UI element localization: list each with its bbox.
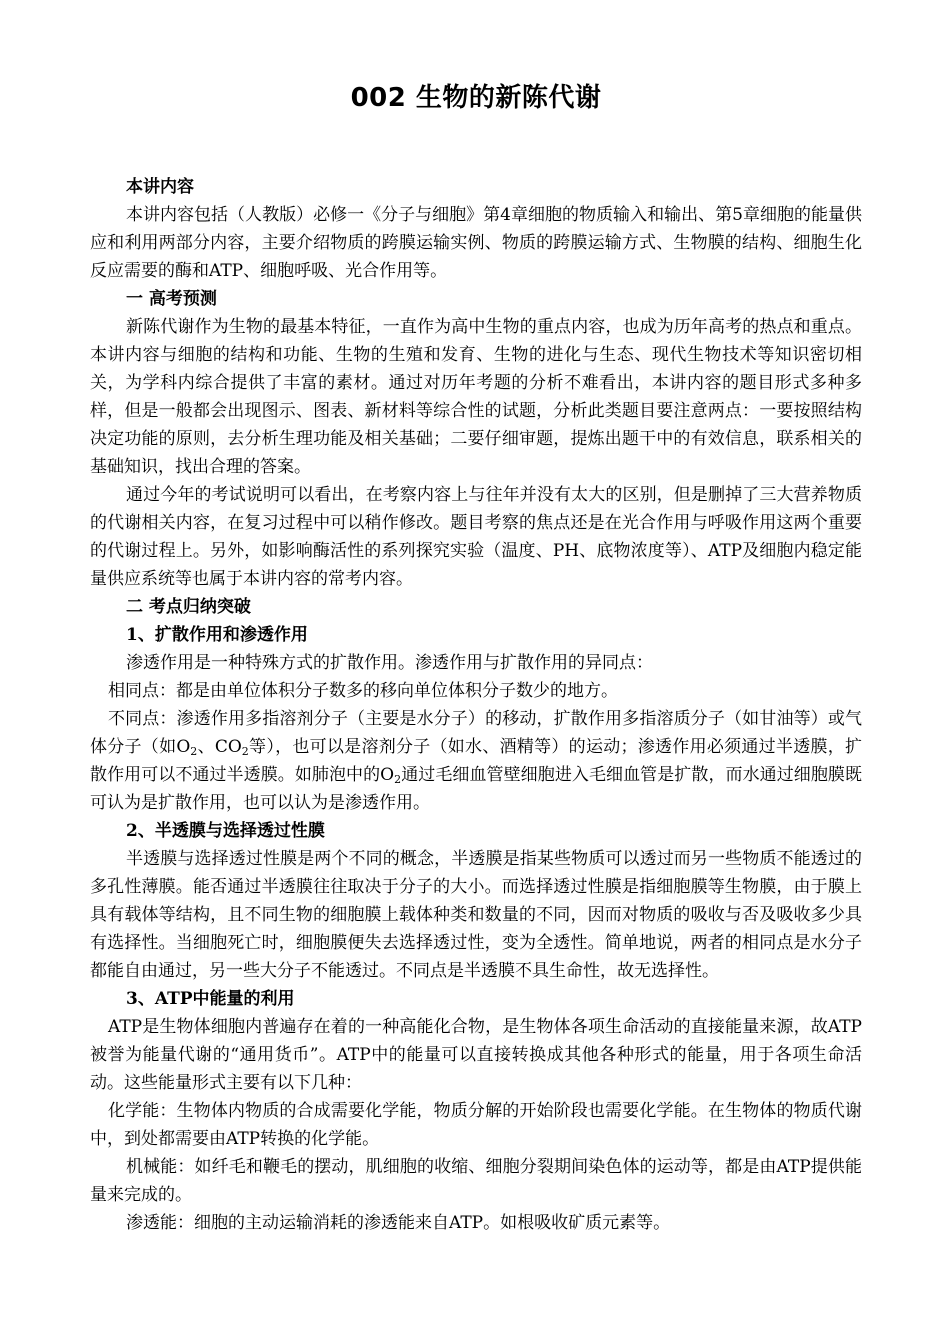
- item1-paragraph-1: 渗透作用是一种特殊方式的扩散作用。渗透作用与扩散作用的异同点：: [126, 653, 653, 673]
- item1-paragraph-3-part-a: 不同点：渗透作用多指溶剂分子（主要是水分子）的移动，扩散作用多指溶质分子（如甘油等）或气体分子（如O: [90, 709, 862, 757]
- intro-heading: 本讲内容: [126, 177, 194, 197]
- item3-paragraph-1: ATP是生物体细胞内普遍存在着的一种高能化合物，是生物体各项生命活动的直接能量来源，故ATP被誉为能量代谢的“通用货币”。ATP中的能量可以直接转换成其他各种形式的能量，用于各项生命活动。这些能量形式主要有以下几种：: [90, 1017, 862, 1093]
- document-page: [90, 78, 862, 1237]
- subscript-2: 2: [394, 773, 402, 786]
- item3-heading: 3、ATP中能量的利用: [126, 989, 295, 1009]
- section1-paragraph-1: 新陈代谢作为生物的最基本特征，一直作为高中生物的重点内容，也成为历年高考的热点和重点。本讲内容与细胞的结构和功能、生物的生殖和发育、生物的进化与生态、现代生物技术等知识密切相关，为学科内综合提供了丰富的素材。通过对历年考题的分析不难看出，本讲内容的题目形式多种多样，但是一般都会出现图示、图表、新材料等综合性的试题，分析此类题目要注意两点：一要按照结构决定功能的原则，去分析生理功能及相关基础；二要仔细审题，提炼出题干中的有效信息，联系相关的基础知识，找出合理的答案。: [90, 317, 862, 477]
- item1-paragraph-3-part-b: 、CO: [197, 737, 242, 757]
- intro-paragraph: 本讲内容包括（人教版）必修一《分子与细胞》第4章细胞的物质输入和输出、第5章细胞的能量供应和利用两部分内容，主要介绍物质的跨膜运输实例、物质的跨膜运输方式、生物膜的结构、细胞生化反应需要的酶和ATP、细胞呼吸、光合作用等。: [90, 205, 862, 281]
- subscript-2: 2: [241, 745, 249, 758]
- item2-heading: 2、半透膜与选择透过性膜: [126, 821, 325, 841]
- item1-paragraph-3-part-d: 通过毛细血管壁细胞进入毛细血管是扩散，而水通过细胞膜既可认为是扩散作用，也可以认为是渗透作用。: [90, 765, 863, 813]
- item1-heading: 1、扩散作用和渗透作用: [126, 625, 308, 645]
- item3-paragraph-2: 化学能：生物体内物质的合成需要化学能，物质分解的开始阶段也需要化学能。在生物体的物质代谢中，到处都需要由ATP转换的化学能。: [90, 1101, 862, 1149]
- item1-paragraph-3: [90, 705, 862, 817]
- subscript-2: 2: [190, 745, 198, 758]
- item2-paragraph: 半透膜与选择透过性膜是两个不同的概念，半透膜是指某些物质可以透过而另一些物质不能透过的多孔性薄膜。能否通过半透膜往往取决于分子的大小。而选择透过性膜是指细胞膜等生物膜，由于膜上具有载体等结构，且不同生物的细胞膜上载体种类和数量的不同，因而对物质的吸收与否及吸收多少具有选择性。当细胞死亡时，细胞膜便失去选择透过性，变为全透性。简单地说，两者的相同点是水分子都能自由通过，另一些大分子不能透过。不同点是半透膜不具生命性，故无选择性。: [90, 849, 862, 981]
- section2-heading: 二 考点归纳突破: [126, 597, 251, 617]
- item3-paragraph-4: 渗透能：细胞的主动运输消耗的渗透能来自ATP。如根吸收矿质元素等。: [126, 1213, 671, 1233]
- item1-paragraph-2: 相同点：都是由单位体积分子数多的移向单位体积分子数少的地方。: [108, 681, 618, 701]
- section1-paragraph-2: 通过今年的考试说明可以看出，在考察内容上与往年并没有太大的区别，但是删掉了三大营养物质的代谢相关内容，在复习过程中可以稍作修改。题目考察的焦点还是在光合作用与呼吸作用这两个重要的代谢过程上。另外，如影响酶活性的系列探究实验（温度、PH、底物浓度等）、ATP及细胞内稳定能量供应系统等也属于本讲内容的常考内容。: [90, 485, 862, 589]
- section1-heading: 一 高考预测: [126, 289, 217, 309]
- item3-paragraph-3: 机械能：如纤毛和鞭毛的摆动，肌细胞的收缩、细胞分裂期间染色体的运动等，都是由ATP提供能量来完成的。: [90, 1157, 862, 1205]
- document-title: 002 生物的新陈代谢: [350, 83, 602, 113]
- item1-paragraph-3-part-c: 等），也可以是溶剂分子（如水、酒精等）的运动；渗透作用必须通过半透膜，扩散作用可以不通过半透膜。如肺泡中的O: [90, 737, 862, 785]
